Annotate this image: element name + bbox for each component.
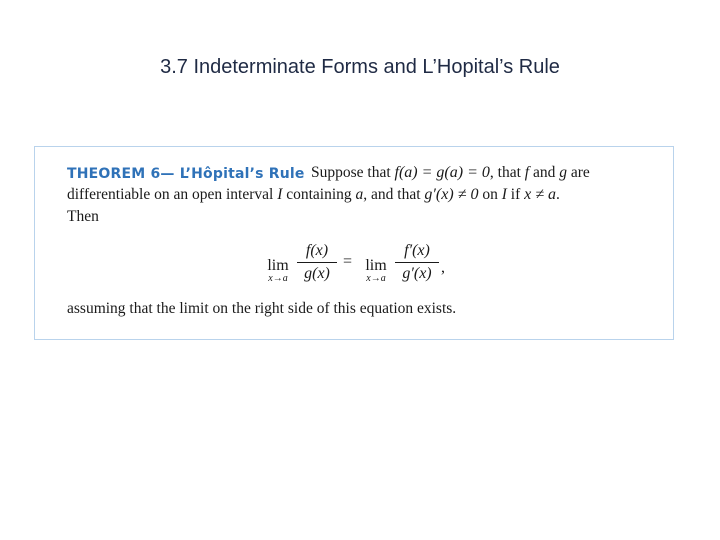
left-fraction-bar [297, 262, 337, 263]
text-are: are [566, 164, 590, 181]
equals-sign: = [343, 253, 353, 270]
x-not-a-condition: x ≠ a [524, 186, 556, 203]
symbol-f: f [524, 164, 530, 181]
left-denominator: g(x) [304, 265, 330, 282]
symbol-g: g [559, 164, 567, 181]
theorem-box [34, 146, 674, 340]
text-period: . [556, 186, 560, 203]
text-suppose: Suppose that [311, 164, 395, 181]
symbol-interval-I-2: I [501, 186, 507, 203]
formula-comma: , [441, 259, 445, 276]
derivative-condition: g′(x) ≠ 0 [424, 186, 479, 203]
left-fraction [297, 242, 337, 283]
theorem-line-1 [67, 165, 305, 183]
theorem-line-2 [67, 186, 560, 204]
text-differentiable: differentiable on an open interval [67, 186, 278, 203]
left-limit [263, 257, 293, 284]
text-and-that: , and that [363, 186, 425, 203]
symbol-interval-I: I [277, 186, 283, 203]
text-that: , that [489, 164, 525, 181]
text-and: and [529, 164, 560, 181]
right-numerator: f′(x) [404, 242, 430, 259]
lim-sub-right: x→a [366, 273, 386, 284]
left-numerator: f(x) [305, 242, 329, 259]
lim-word-right: lim [365, 257, 387, 274]
theorem-closing: assuming that the limit on the right side of this equation exists. [67, 300, 457, 317]
right-fraction-bar [395, 262, 439, 263]
text-containing: containing [282, 186, 356, 203]
hypothesis-equation: f(a) = g(a) = 0 [394, 164, 490, 181]
lim-word-left: lim [267, 257, 289, 274]
theorem-heading: THEOREM 6— L’Hôpital’s Rule [67, 166, 305, 182]
lim-sub-left: x→a [268, 273, 288, 284]
text-on: on [478, 186, 502, 203]
text-if: if [506, 186, 525, 203]
right-limit [361, 257, 391, 284]
slide-title: 3.7 Indeterminate Forms and L’Hopital’s Rule [160, 56, 560, 78]
theorem-line-1-text [311, 164, 590, 182]
symbol-a: a [355, 186, 364, 203]
theorem-line-then: Then [67, 208, 99, 225]
right-fraction [395, 242, 439, 283]
right-denominator: g′(x) [402, 265, 432, 282]
